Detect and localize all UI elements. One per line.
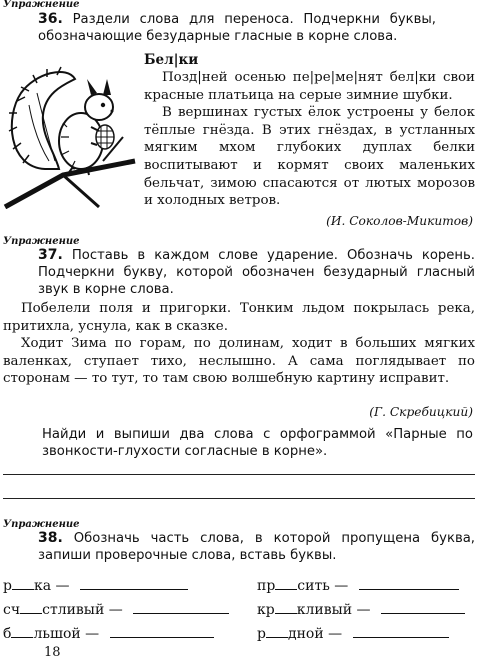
word-suffix: дной — <box>287 626 343 642</box>
word-prefix: б <box>3 626 12 642</box>
letter-gap[interactable] <box>12 577 34 590</box>
word-row <box>3 601 229 618</box>
word-row <box>257 601 465 618</box>
answer-blank[interactable] <box>353 637 449 638</box>
paragraph: Ходит Зима по горам, по долинам, ходит в больших мягких валенках, ступает тихо, неслышно. А сама поглядывает по сторонам — то тут, то там свою волшебную картину исправит. <box>3 336 475 387</box>
word-suffix: стливый — <box>42 602 123 618</box>
exercise-36-task <box>38 11 436 45</box>
exercise-38-text: Обозначь часть слова, в которой пропущена буква, запиши проверочные слова, вставь буквы. <box>38 531 475 563</box>
exercise-36-text-body <box>144 69 475 210</box>
word-row <box>257 625 449 642</box>
answer-blank[interactable] <box>80 589 188 590</box>
word-suffix: ка — <box>33 578 70 594</box>
word-suffix: кливый — <box>296 602 371 618</box>
answer-blank[interactable] <box>359 589 459 590</box>
exercise-label: Упражнение <box>3 236 80 247</box>
paragraph: Позд|ней осенью пе|ре|ме|нят бел|ки свои красные платьица на серые зимние шубки. <box>144 70 475 103</box>
paragraph: Побелели поля и пригорки. Тонким льдом покрылась река, притихла, уснула, как в сказке. <box>3 301 475 334</box>
author-credit: (Г. Скребицкий) <box>369 405 473 419</box>
word-suffix: сить — <box>297 578 349 594</box>
answer-line[interactable] <box>3 498 475 499</box>
exercise-36-number: 36. <box>38 11 63 27</box>
exercise-37-task <box>38 247 475 298</box>
text-title: Бел|ки <box>144 52 199 68</box>
letter-gap[interactable] <box>266 625 288 638</box>
answer-blank[interactable] <box>110 637 214 638</box>
word-prefix: пр <box>257 578 276 594</box>
author-credit: (И. Соколов-Микитов) <box>326 214 473 228</box>
squirrel-icon <box>3 57 137 209</box>
letter-gap[interactable] <box>11 625 33 638</box>
exercise-37-text: Поставь в каждом слове ударение. Обозначь корень. Подчеркни букву, которой обозначен безударный гласный звук в корне слова. <box>38 248 475 297</box>
exercise-37-number: 37. <box>38 247 63 263</box>
exercise-37-text-body <box>3 300 475 388</box>
exercise-label: Упражнение <box>3 519 80 530</box>
exercise-38-task <box>38 530 475 564</box>
answer-blank[interactable] <box>133 613 229 614</box>
letter-gap[interactable] <box>20 601 42 614</box>
answer-line[interactable] <box>3 474 475 475</box>
word-prefix: р <box>3 578 12 594</box>
word-prefix: р <box>257 626 266 642</box>
paragraph: В вершинах густых ёлок устроены у белок тёплые гнёзда. В этих гнёздах, в устланных мягким мхом глубоких дуплах белки воспитывают и кормят своих маленьких бельчат, зимою спасаются от лютых морозов и холодных ветров. <box>144 105 475 209</box>
exercise-label: Упражнение <box>3 0 80 10</box>
exercise-36-text: Раздели слова для переноса. Подчеркни буквы, обозначающие безударные гласные в корне слова. <box>38 12 436 44</box>
answer-blank[interactable] <box>381 613 465 614</box>
word-row <box>3 577 188 594</box>
word-prefix: кр <box>257 602 275 618</box>
exercise-37-subtask: Найди и выпиши два слова с орфограммой «Парные по звонкости-глухости согласные в корне». <box>42 427 473 459</box>
word-row <box>257 577 459 594</box>
word-row <box>3 625 214 642</box>
page-number: 18 <box>44 645 61 660</box>
exercise-38-number: 38. <box>38 530 63 546</box>
word-suffix: льшой — <box>33 626 100 642</box>
letter-gap[interactable] <box>275 601 297 614</box>
letter-gap[interactable] <box>275 577 297 590</box>
word-prefix: сч <box>3 602 21 618</box>
squirrel-illustration <box>3 57 137 209</box>
